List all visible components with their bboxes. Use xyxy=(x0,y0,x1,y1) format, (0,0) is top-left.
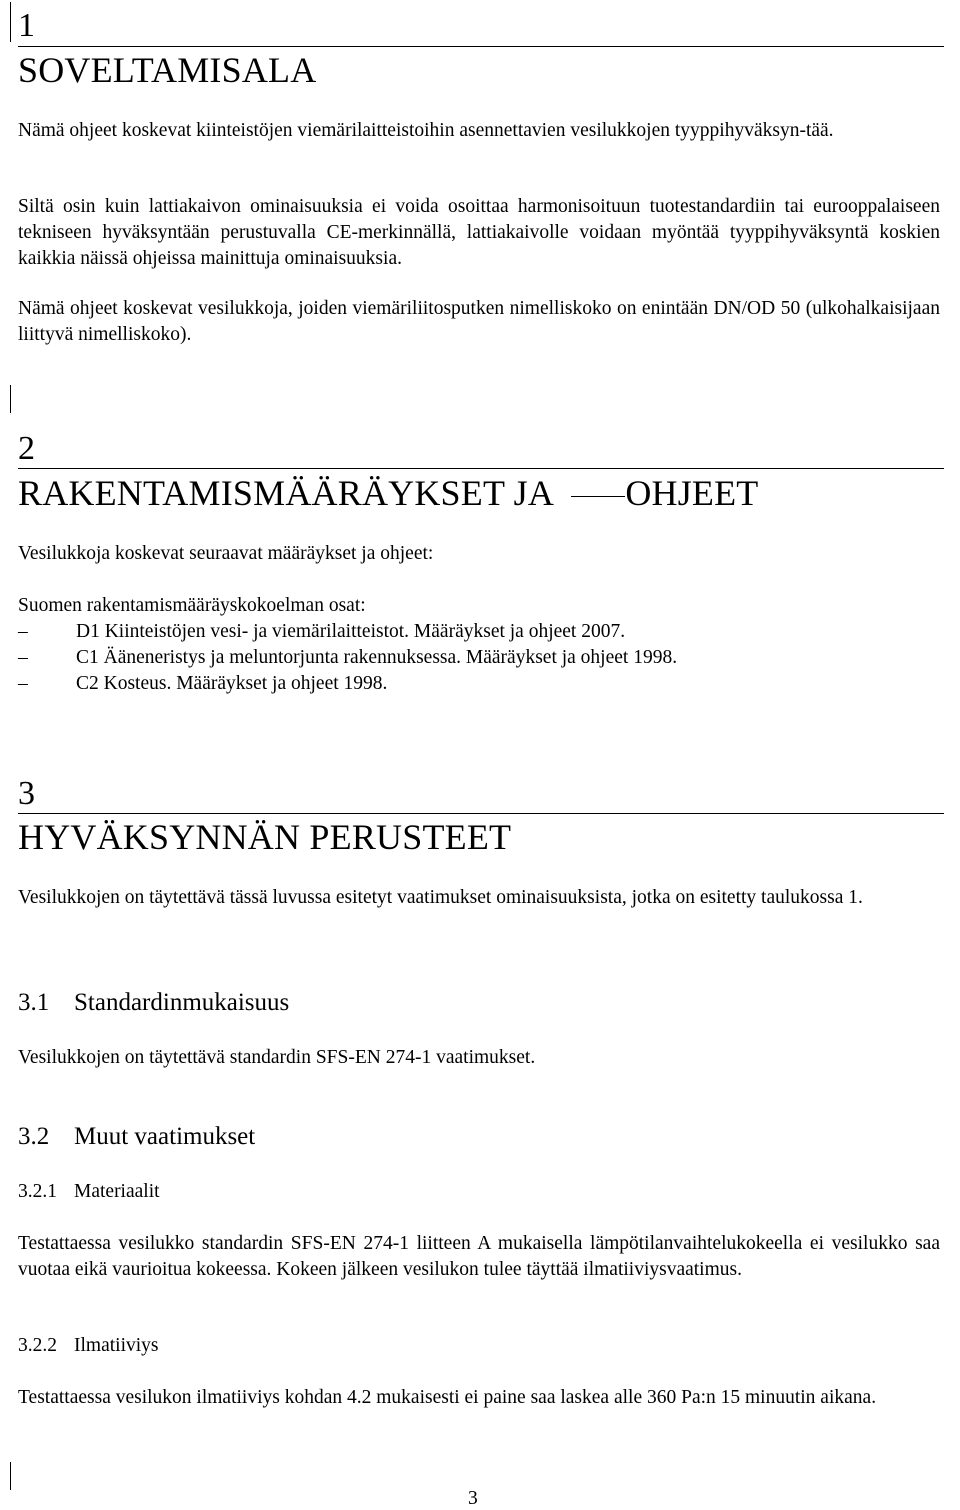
subsection-3-2-title: Muut vaatimukset xyxy=(74,1123,256,1150)
subsection-3-2-1-title: Materiaalit xyxy=(74,1181,160,1202)
section-1-paragraph-3: Nämä ohjeet koskevat vesilukkoja, joiden viemäriliitosputken nimelliskoko on enintään DN/OD 50 (ulkohalkaisijaan liittyvä nimelliskoko). xyxy=(18,298,940,345)
section-1-title: SOVELTAMISALA xyxy=(18,50,317,90)
section-2-rule xyxy=(18,468,944,469)
subsection-3-1-text: Vesilukkojen on täytettävä standardin SFS-EN 274-1 vaatimukset. xyxy=(18,1047,536,1068)
page-number: 3 xyxy=(468,1488,478,1509)
list-item: C1 Ääneneristys ja meluntorjunta rakennuksessa. Määräykset ja ohjeet 1998. xyxy=(76,647,678,668)
subsection-3-2-2-number: 3.2.2 xyxy=(18,1335,57,1356)
section-2-title-part1: RAKENTAMISMÄÄRÄYKSET JA xyxy=(18,473,553,513)
section-1-number: 1 xyxy=(18,7,35,44)
subsection-3-2-2-title: Ilmatiiviys xyxy=(74,1335,159,1356)
section-1-paragraph-1: Nämä ohjeet koskevat kiinteistöjen viemärilaitteistoihin asennettavien vesilukkojen tyyppihyväksyn-tää. xyxy=(18,120,834,141)
title-dash xyxy=(571,496,625,497)
subsection-3-2-number: 3.2 xyxy=(18,1123,50,1150)
section-3-intro: Vesilukkojen on täytettävä tässä luvussa esitetyt vaatimukset ominaisuuksista, jotka on esitetty taulukossa 1. xyxy=(18,887,863,908)
subsection-3-2-2-heading xyxy=(18,1333,159,1359)
subsection-3-2-1-text: Testattaessa vesilukko standardin SFS-EN 274-1 liitteen A mukaisella lämpötilanvaihtelukokeella ei vesilukko saa vuotaa eikä vaurioitua kokeessa. Kokeen jälkeen vesilukon tulee täyttää ilmatiiviysvaatimus. xyxy=(18,1233,940,1280)
section-2-intro: Vesilukkoja koskevat seuraavat määräykset ja ohjeet: xyxy=(18,543,434,564)
section-2-number: 2 xyxy=(18,430,35,467)
section-2-title xyxy=(18,473,759,513)
section-1-rule xyxy=(18,46,944,47)
subsection-3-1-heading xyxy=(18,988,289,1018)
section-3-rule xyxy=(18,813,944,814)
margin-line-mid xyxy=(10,385,11,413)
list-dash: – xyxy=(18,621,28,642)
list-item: C2 Kosteus. Määräykset ja ohjeet 1998. xyxy=(76,673,388,694)
section-2-title-part2: OHJEET xyxy=(625,473,759,513)
subsection-3-2-heading xyxy=(18,1122,255,1152)
list-item: D1 Kiinteistöjen vesi- ja viemärilaitteistot. Määräykset ja ohjeet 2007. xyxy=(76,621,626,642)
subsection-3-2-2-text: Testattaessa vesilukon ilmatiiviys kohdan 4.2 mukaisesti ei paine saa laskea alle 360 Pa:n 15 minuutin aikana. xyxy=(18,1387,877,1408)
subsection-3-1-number: 3.1 xyxy=(18,989,50,1016)
section-2-list-intro: Suomen rakentamismääräyskokoelman osat: xyxy=(18,595,366,616)
margin-line-bottom xyxy=(10,1462,11,1490)
subsection-3-2-1-heading xyxy=(18,1179,160,1205)
subsection-3-2-1-number: 3.2.1 xyxy=(18,1181,57,1202)
subsection-3-1-title: Standardinmukaisuus xyxy=(74,989,290,1016)
section-1-paragraph-2: Siltä osin kuin lattiakaivon ominaisuuksia ei voida osoittaa harmonisoituun tuotestandardiin tai eurooppalaiseen tekniseen hyväksyntään perustuvalla CE-merkinnällä, lattiakaivolle voidaan myöntää tyyppihyväksyntä koskien kaikkia näissä ohjeissa mainittuja ominaisuuksia. xyxy=(18,196,940,269)
margin-line-top xyxy=(10,2,11,42)
list-dash: – xyxy=(18,673,28,694)
list-dash: – xyxy=(18,647,28,668)
section-3-title: HYVÄKSYNNÄN PERUSTEET xyxy=(18,817,512,857)
section-3-number: 3 xyxy=(18,775,35,812)
